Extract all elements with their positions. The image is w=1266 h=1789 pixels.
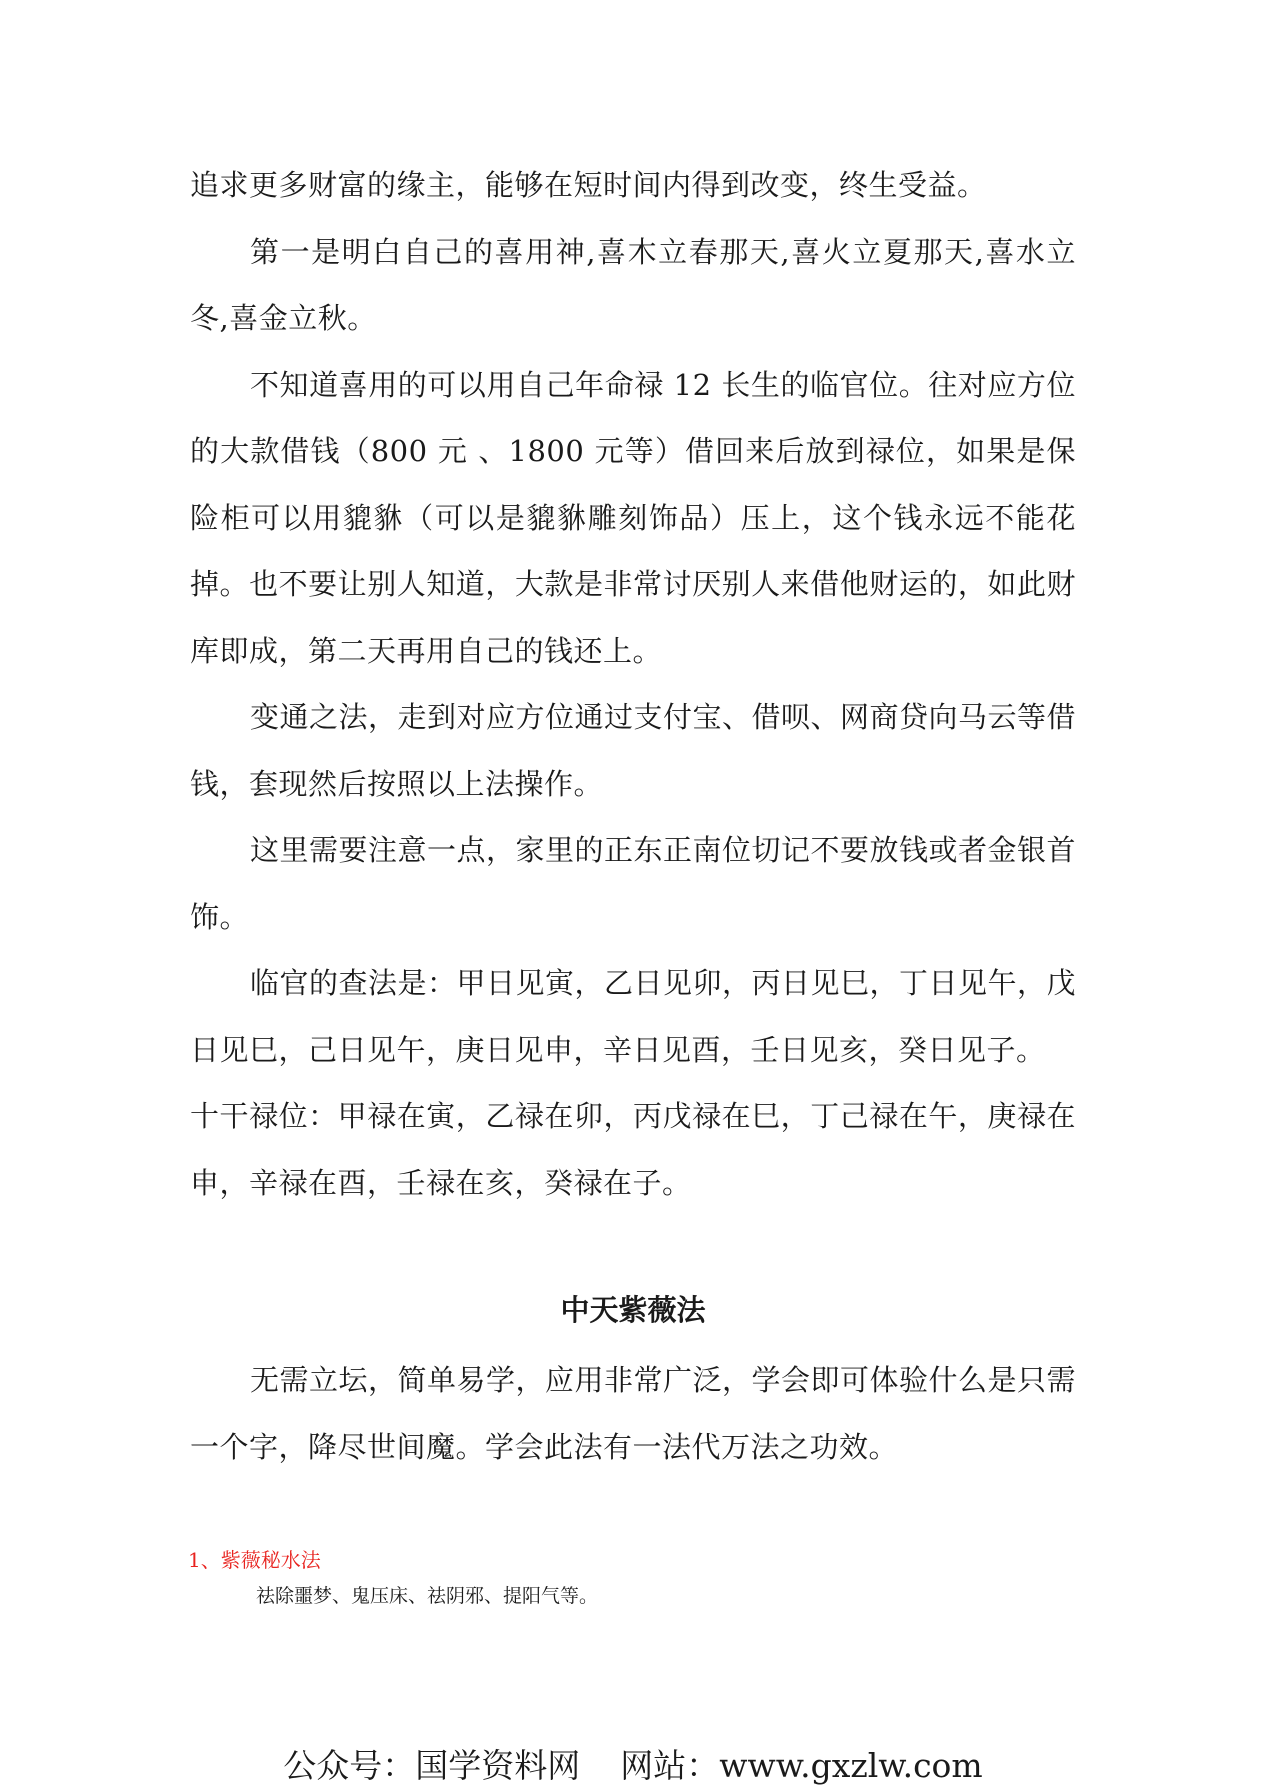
- paragraph-5: 这里需要注意一点，家里的正东正南位切记不要放钱或者金银首饰。: [190, 833, 1077, 934]
- paragraph-4: 变通之法，走到对应方位通过支付宝、借呗、网商贷向马云等借钱，套现然后按照以上法操作。: [190, 700, 1077, 801]
- paragraph-6: 临官的查法是：甲日见寅，乙日见卯，丙日见巳，丁日见午，戊日见巳，己日见午，庚日见申，辛日见酉，壬日见亥，癸日见子。: [190, 966, 1077, 1067]
- subsection-description: 祛除噩梦、鬼压床、祛阴邪、提阳气等。: [256, 1585, 599, 1607]
- body-text: [190, 152, 1076, 1216]
- footer: [0, 1744, 1266, 1788]
- paragraph-1: 追求更多财富的缘主，能够在短时间内得到改变，终生受益。: [190, 168, 987, 202]
- footer-site: 网站：www.gxzlw.com: [620, 1746, 983, 1785]
- paragraph-2: 第一是明白自己的喜用神,喜木立春那天,喜火立夏那天,喜水立冬,喜金立秋。: [190, 234, 1076, 335]
- section-title: 中天紫薇法: [560, 1293, 706, 1327]
- section-intro: 无需立坛，简单易学，应用非常广泛，学会即可体验什么是只需一个字，降尽世间魔。学会此法有一法代万法之功效。: [190, 1363, 1077, 1464]
- footer-wechat: 公众号：国学资料网: [283, 1746, 581, 1785]
- section-intro-block: [190, 1347, 1076, 1480]
- paragraph-7: 十干禄位：甲禄在寅，乙禄在卯，丙戊禄在巳，丁己禄在午，庚禄在申，辛禄在酉，壬禄在亥，癸禄在子。: [190, 1099, 1076, 1200]
- subsection-heading: 1、紫薇秘水法: [188, 1548, 321, 1572]
- paragraph-3: 不知道喜用的可以用自己年命禄 12 长生的临官位。往对应方位的大款借钱（800 元 、1800 元等）借回来后放到禄位，如果是保险柜可以用貔貅（可以是貔貅雕刻饰品）压上，这个钱永远不能花掉。也不要让别人知道，大款是非常讨厌别人来借他财运的，如此财库即成，第二天再用自己的钱还上。: [190, 367, 1076, 668]
